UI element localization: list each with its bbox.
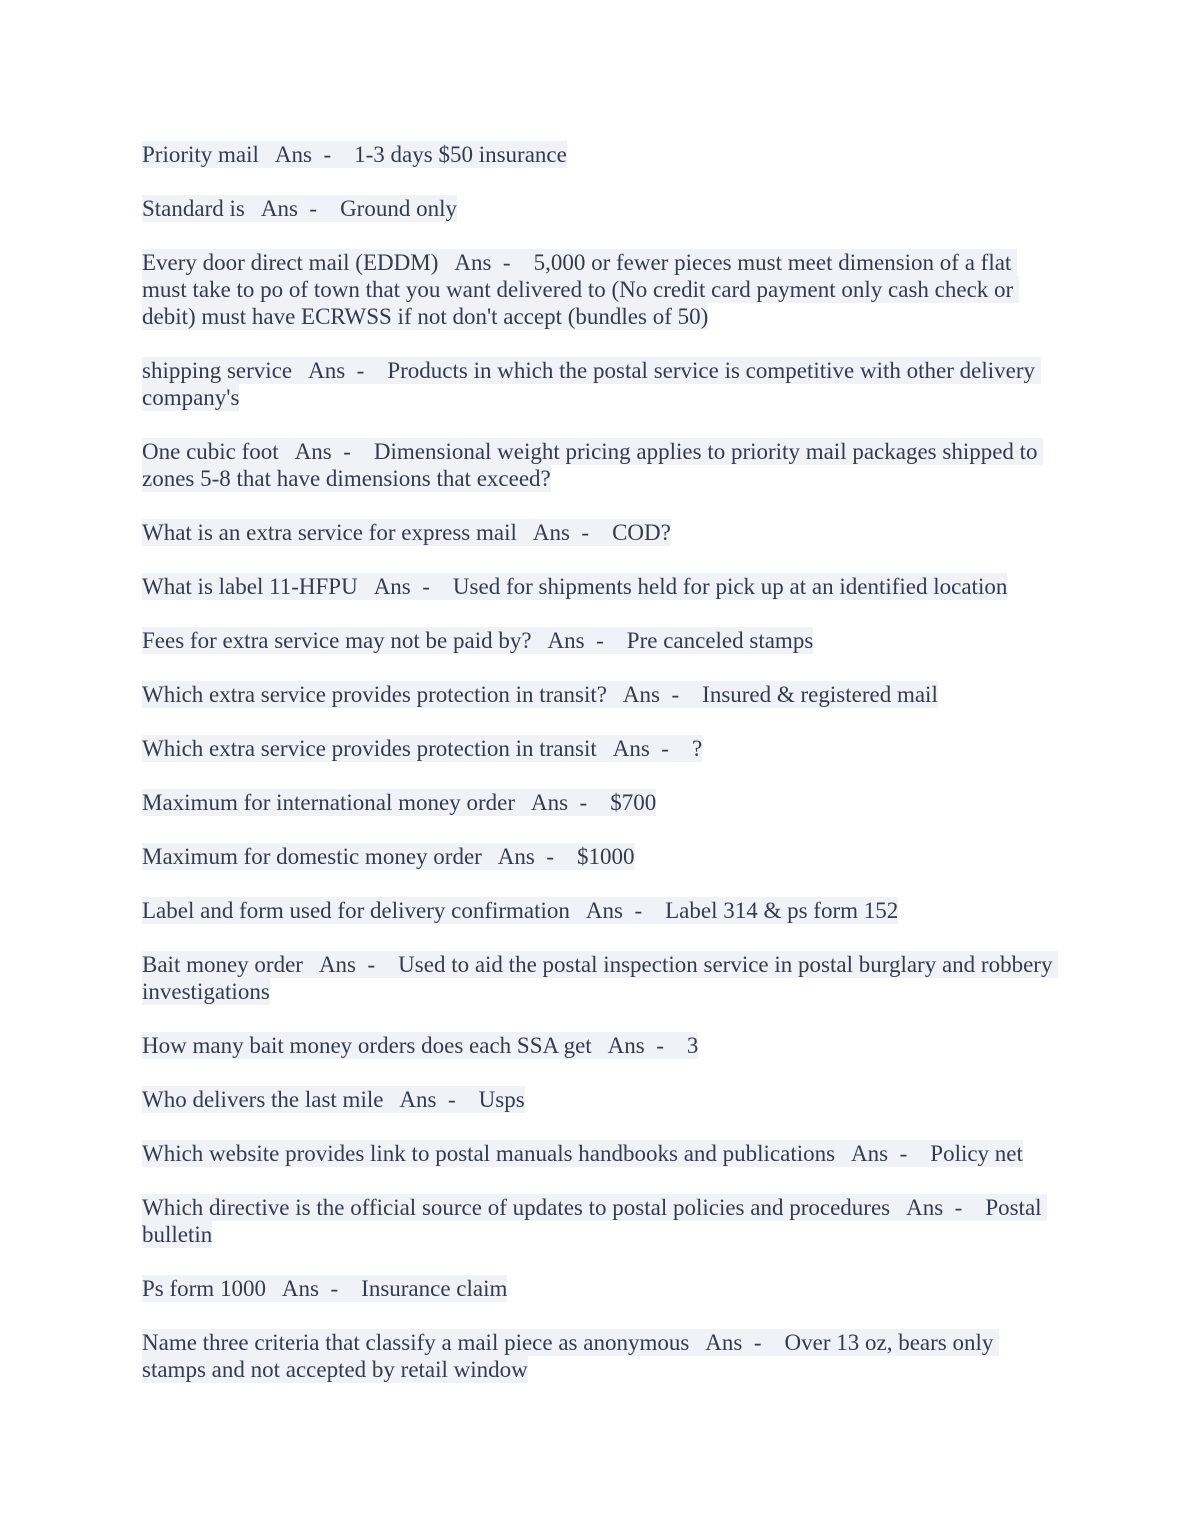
question-text: Which extra service provides protection in transit? [142, 682, 607, 707]
answer-text: Label 314 & ps form 152 [665, 898, 899, 923]
qa-item [142, 735, 1057, 762]
qa-item [142, 897, 1057, 924]
qa-highlight [142, 438, 1043, 492]
qa-highlight [142, 1032, 698, 1059]
ans-separator: Ans - [569, 898, 666, 923]
qa-item [142, 141, 1057, 168]
ans-separator: Ans - [265, 1276, 362, 1301]
answer-text: COD? [612, 520, 671, 545]
question-text: Which extra service provides protection in transit [142, 736, 597, 761]
answer-text: $1000 [577, 844, 635, 869]
qa-item [142, 438, 1057, 492]
question-text: One cubic foot [142, 439, 279, 464]
question-text: Maximum for international money order [142, 790, 516, 815]
ans-separator: Ans - [383, 1087, 479, 1112]
qa-highlight [142, 357, 1041, 411]
question-text: Every door direct mail (EDDM) [142, 250, 439, 275]
qa-item [142, 573, 1057, 600]
ans-separator: Ans - [244, 196, 341, 221]
answer-text: Usps [478, 1087, 525, 1112]
qa-highlight [142, 1086, 525, 1113]
answer-text: Used for shipments held for pick up at an identified location [452, 574, 1008, 599]
qa-highlight [142, 519, 671, 546]
qa-highlight [142, 843, 635, 870]
qa-item [142, 951, 1057, 1005]
qa-item [142, 1086, 1057, 1113]
ans-separator: Ans - [438, 250, 534, 275]
qa-highlight [142, 681, 938, 708]
ans-separator: Ans - [292, 358, 388, 383]
qa-item [142, 249, 1057, 330]
question-text: Bait money order [142, 952, 303, 977]
qa-item [142, 789, 1057, 816]
ans-separator: Ans - [689, 1330, 785, 1355]
qa-highlight [142, 1329, 999, 1383]
qa-item [142, 1329, 1057, 1383]
question-text: Label and form used for delivery confirmation [142, 898, 570, 923]
qa-item [142, 1140, 1057, 1167]
answer-text: Over 13 oz, bears only stamps and not accepted by retail window [142, 1330, 1000, 1382]
question-text: Standard is [142, 196, 245, 221]
question-text: Which website provides link to postal manuals handbooks and publications [142, 1141, 836, 1166]
question-text: What is label 11-HFPU [142, 574, 358, 599]
question-text: shipping service [142, 358, 293, 383]
question-text: Priority mail [142, 142, 259, 167]
ans-separator: Ans - [516, 520, 613, 545]
question-text: Ps form 1000 [142, 1276, 266, 1301]
question-text: Maximum for domestic money order [142, 844, 482, 869]
qa-item [142, 1275, 1057, 1302]
qa-item [142, 519, 1057, 546]
qa-item [142, 1032, 1057, 1059]
qa-highlight [142, 195, 457, 222]
ans-separator: Ans - [481, 844, 578, 869]
answer-text: Pre canceled stamps [626, 628, 814, 653]
ans-separator: Ans - [258, 142, 355, 167]
ans-separator: Ans - [596, 736, 692, 761]
answer-text: Postal bulletin [142, 1195, 1048, 1247]
qa-highlight [142, 141, 567, 168]
qa-highlight [142, 1275, 507, 1302]
qa-highlight [142, 951, 1058, 1005]
answer-text: Policy net [930, 1141, 1023, 1166]
answer-text: Used to aid the postal inspection service in postal burglary and robbery investigations [142, 952, 1059, 1004]
qa-highlight [142, 789, 656, 816]
answer-text: ? [691, 736, 703, 761]
ans-separator: Ans - [890, 1195, 986, 1220]
question-text: Name three criteria that classify a mail piece as anonymous [142, 1330, 690, 1355]
question-text: Fees for extra service may not be paid by? [142, 628, 532, 653]
qa-item [142, 357, 1057, 411]
ans-separator: Ans - [302, 952, 399, 977]
ans-separator: Ans - [835, 1141, 931, 1166]
question-text: How many bait money orders does each SSA get [142, 1033, 592, 1058]
answer-text: Ground only [340, 196, 457, 221]
qa-item [142, 843, 1057, 870]
qa-item [142, 195, 1057, 222]
answer-text: 5,000 or fewer pieces must meet dimension of a flat must take to po of town that you want delivered to (No credit card payment only cash check or debit) must have ECRWSS if not don't accept (bundles of 50) [142, 250, 1019, 329]
ans-separator: Ans - [606, 682, 703, 707]
answer-text: 1-3 days $50 insurance [354, 142, 567, 167]
ans-separator: Ans - [278, 439, 374, 464]
qa-highlight [142, 1194, 1047, 1248]
answer-text: 3 [686, 1033, 699, 1058]
answer-text: $700 [610, 790, 657, 815]
qa-highlight [142, 735, 702, 762]
qa-highlight [142, 1140, 1023, 1167]
qa-item [142, 681, 1057, 708]
ans-separator: Ans - [515, 790, 611, 815]
answer-text: Insurance claim [361, 1276, 508, 1301]
ans-separator: Ans - [591, 1033, 687, 1058]
answer-text: Products in which the postal service is competitive with other delivery company's [142, 358, 1041, 410]
answer-text: Insured & registered mail [702, 682, 938, 707]
ans-separator: Ans - [531, 628, 627, 653]
question-text: What is an extra service for express mail [142, 520, 517, 545]
qa-highlight [142, 897, 898, 924]
qa-highlight [142, 627, 813, 654]
qa-highlight [142, 573, 1007, 600]
question-text: Which directive is the official source of updates to postal policies and procedures [142, 1195, 891, 1220]
qa-item [142, 627, 1057, 654]
qa-item [142, 1194, 1057, 1248]
ans-separator: Ans - [357, 574, 453, 599]
qa-highlight [142, 249, 1019, 330]
answer-text: Dimensional weight pricing applies to priority mail packages shipped to zones 5-8 that have dimensions that exceed? [142, 439, 1044, 491]
question-text: Who delivers the last mile [142, 1087, 384, 1112]
